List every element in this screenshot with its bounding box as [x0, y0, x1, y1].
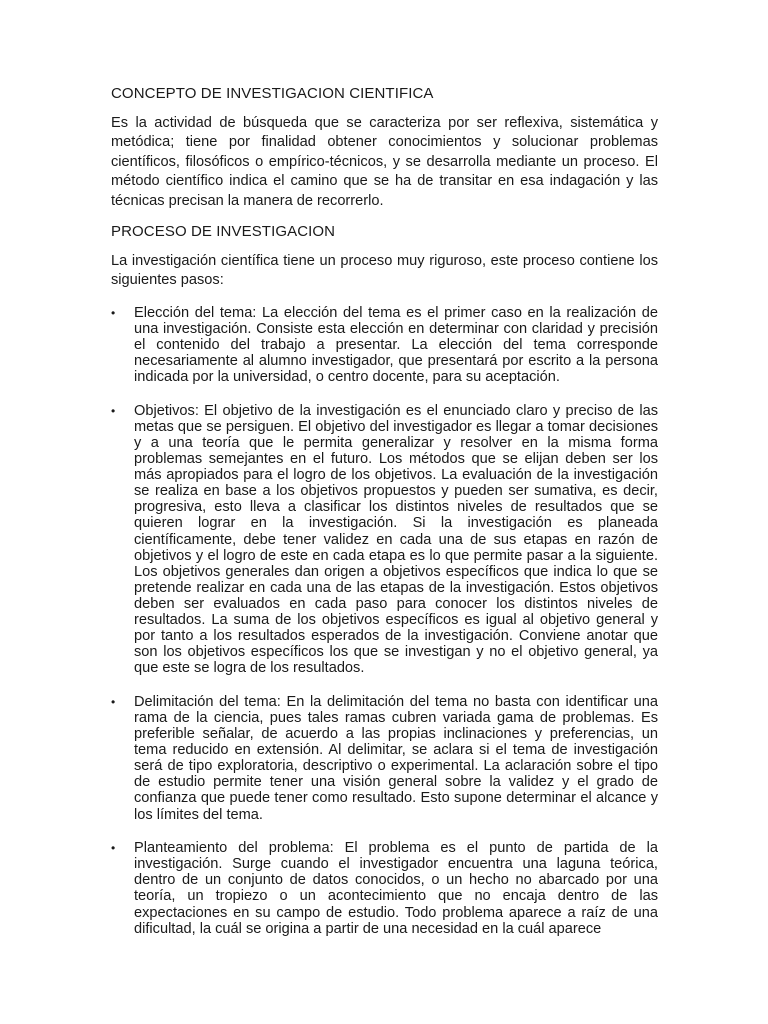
bullet-icon: • — [111, 694, 116, 709]
list-item — [111, 840, 658, 937]
section-intro-paragraph: La investigación científica tiene un proceso muy riguroso, este proceso contiene los siguientes pasos: — [111, 253, 658, 289]
bullet-icon: • — [111, 403, 116, 418]
list-item-text: Planteamiento del problema: El problema es el punto de partida de la investigación. Surge cuando el investigador encuentra una laguna teórica, dentro de un conjunto de datos conocidos, o un hecho no abarcado por una teoría, un tropiezo o un acontecimiento que no encaja dentro de las expectaciones en su campo de estudio. Todo problema aparece a raíz de una dificultad, la cuál se origina a partir de una necesidad en la cuál aparece — [134, 840, 658, 937]
steps-list — [111, 305, 658, 937]
bullet-icon: • — [111, 305, 116, 320]
document-title: CONCEPTO DE INVESTIGACION CIENTIFICA — [111, 85, 434, 102]
intro-paragraph: Es la actividad de búsqueda que se caracteriza por ser reflexiva, sistemática y metódica; tiene por finalidad obtener conocimientos y solucionar problemas científicos, filosóficos o empírico-técnicos, y se desarrolla mediante un proceso. El método científico indica el camino que se ha de transitar en esa indagación y las técnicas precisan la manera de recorrerlo. — [111, 115, 658, 209]
list-item — [111, 694, 658, 823]
list-item — [111, 403, 658, 677]
list-item-text: Elección del tema: La elección del tema es el primer caso en la realización de una investigación. Consiste esta elección en determinar con claridad y precisión el contenido del trabajo a presentar. La elección del tema corresponde necesariamente al alumno investigador, que presentará por escrito a la persona indicada por la universidad, o centro docente, para su aceptación. — [134, 304, 658, 386]
list-item-text: Delimitación del tema: En la delimitación del tema no basta con identificar una rama de la ciencia, pues tales ramas cubren variada gama de problemas. Es preferible señalar, de acuerdo a las propias inclinaciones y preferencias, un tema reducido en extensión. Al delimitar, se aclara si el tema de investigación será de tipo exploratoria, descriptivo o experimental. La aclaración sobre el tipo de estudio permite tener una visión general sobre la validez y el grado de confianza que puede tener como resultado. Esto supone determinar el alcance y los límites del tema. — [134, 693, 658, 823]
list-item-text: Objetivos: El objetivo de la investigación es el enunciado claro y preciso de las metas que se persiguen. El objetivo del investigador es llegar a tomar decisiones y a una teoría que le permita generalizar y resolver en la misma forma problemas semejantes en el futuro. Los métodos que se elijan deben ser los más apropiados para el logro de los objetivos. La evaluación de la investigación se realiza en base a los objetivos propuestos y pueden ser sumativa, es decir, progresiva, esto lleva a clasificar los distintos niveles de resultados que se quieren lograr en la investigación. Si la investigación es planeada científicamente, debe tener validez en cada una de sus etapas en razón de objetivos y el logro de este en cada etapa es lo que permite pasar a la siguiente. Los objetivos generales dan origen a objetivos específicos que indica lo que se pretende realizar en cada una de las etapas de la investigación. Estos objetivos deben ser evaluados en cada paso para conocer los distintos niveles de resultados. La suma de los objetivos específicos es igual al objetivo general y por tanto a los resultados esperados de la investigación. Conviene anotar que son los objetivos específicos los que se investigan y no el objetivo general, ya que este se logra de los resultados. — [134, 402, 658, 677]
document-page — [111, 84, 658, 954]
section-title: PROCESO DE INVESTIGACION — [111, 223, 336, 241]
list-item — [111, 305, 658, 385]
bullet-icon: • — [111, 841, 116, 856]
